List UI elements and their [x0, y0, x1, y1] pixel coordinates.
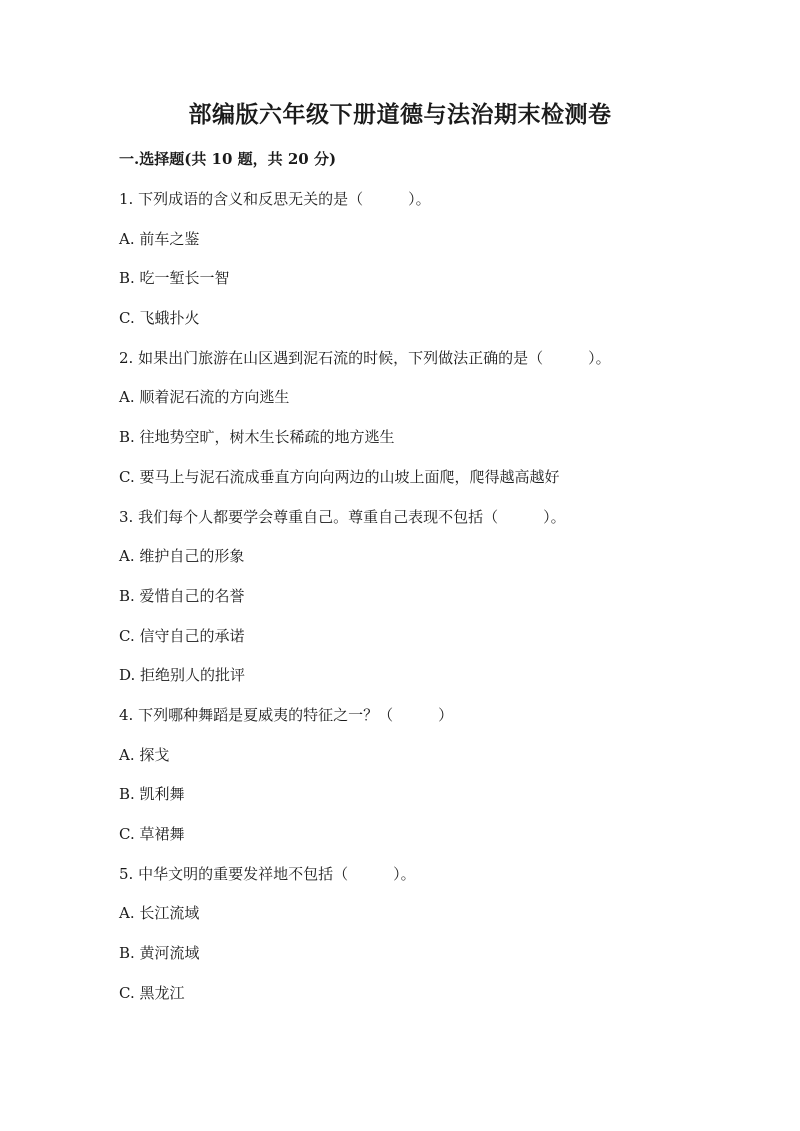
page-title: 部编版六年级下册道德与法治期末检测卷	[188, 101, 612, 128]
answer-option: C. 要马上与泥石流成垂直方向向两边的山坡上面爬，爬得越高越好	[119, 468, 560, 486]
question-stem: 1. 下列成语的含义和反思无关的是（ ）。	[119, 190, 431, 208]
question-stem: 4. 下列哪种舞蹈是夏威夷的特征之一？（ ）	[119, 706, 454, 724]
question-stem: 3. 我们每个人都要学会尊重自己。尊重自己表现不包括（ ）。	[119, 508, 566, 526]
answer-option: B. 吃一堑长一智	[119, 269, 230, 287]
answer-option: B. 黄河流域	[119, 944, 200, 962]
answer-option: B. 凯利舞	[119, 785, 185, 803]
answer-option: B. 爱惜自己的名誉	[119, 587, 245, 605]
answer-option: A. 维护自己的形象	[119, 547, 245, 565]
answer-option: C. 草裙舞	[119, 825, 185, 843]
answer-option: A. 前车之鉴	[119, 230, 200, 248]
question-stem: 5. 中华文明的重要发祥地不包括（ ）。	[119, 865, 416, 883]
answer-option: A. 顺着泥石流的方向逃生	[119, 388, 290, 406]
section-heading: 一.选择题(共 10 题，共 20 分)	[119, 150, 337, 168]
answer-option: C. 信守自己的承诺	[119, 627, 245, 645]
question-stem: 2. 如果出门旅游在山区遇到泥石流的时候，下列做法正确的是（ ）。	[119, 349, 611, 367]
answer-option: D. 拒绝别人的批评	[119, 666, 246, 684]
answer-option: B. 往地势空旷，树木生长稀疏的地方逃生	[119, 428, 395, 446]
answer-option: C. 飞蛾扑火	[119, 309, 200, 327]
answer-option: A. 探戈	[119, 746, 170, 764]
answer-option: A. 长江流域	[119, 904, 200, 922]
answer-option: C. 黑龙江	[119, 984, 185, 1002]
